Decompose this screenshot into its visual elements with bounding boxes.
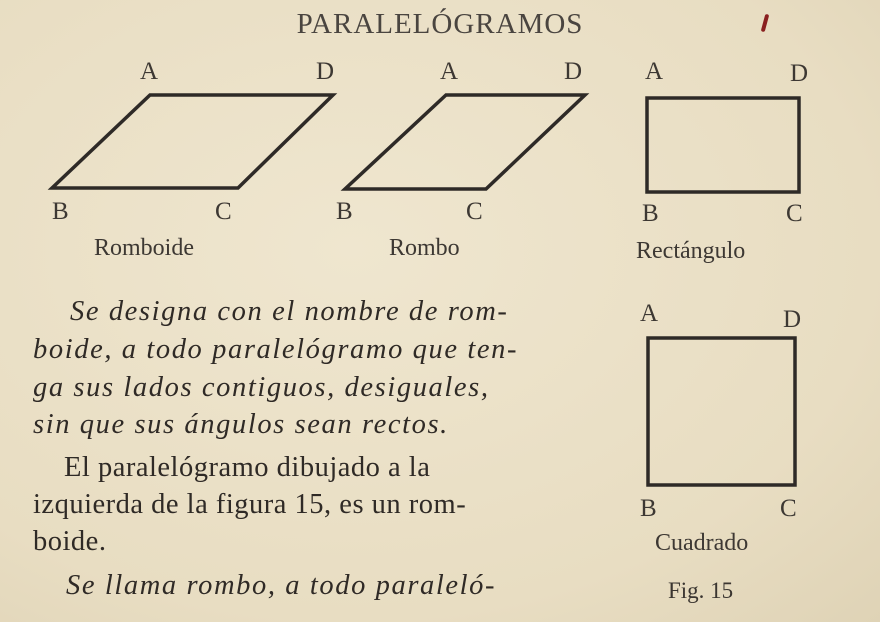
rectangulo-label: Rectángulo — [636, 238, 746, 264]
rectangulo-vertex-b: B — [642, 200, 659, 227]
text-line: izquierda de la figura 15, es un rom- — [33, 489, 467, 520]
cuadrado-vertex-c: C — [780, 495, 797, 522]
cuadrado-vertex-a: A — [640, 300, 659, 327]
romboide-vertex-c: C — [215, 198, 232, 225]
text-line: Se designa con el nombre de rom- — [70, 296, 509, 327]
romboide-vertex-d: D — [316, 58, 335, 85]
romboide-label: Romboide — [94, 235, 194, 261]
rombo-vertex-c: C — [466, 198, 483, 225]
rombo-vertex-d: D — [564, 58, 583, 85]
text-line: El paralelógramo dibujado a la — [64, 452, 431, 483]
figure-caption: Fig. 15 — [668, 578, 734, 603]
rombo-label: Rombo — [389, 235, 460, 261]
romboide-vertex-b: B — [52, 198, 69, 225]
rombo-vertex-a: A — [440, 58, 459, 85]
text-line: ga sus lados contiguos, desiguales, — [33, 372, 490, 403]
text-line: sin que sus ángulos sean rectos. — [33, 409, 449, 440]
text-line: boide, a todo paralelógramo que ten- — [33, 334, 519, 365]
rectangulo-vertex-c: C — [786, 200, 803, 227]
cuadrado-vertex-b: B — [640, 495, 657, 522]
cuadrado-label: Cuadrado — [655, 530, 749, 556]
rombo-shape — [345, 95, 585, 189]
page-title: PARALELÓGRAMOS — [296, 8, 584, 40]
cuadrado-shape — [648, 338, 795, 485]
cuadrado-vertex-d: D — [783, 306, 802, 333]
text-line: boide. — [33, 526, 107, 557]
rectangulo-vertex-d: D — [790, 60, 809, 87]
rombo-vertex-b: B — [336, 198, 353, 225]
romboide-vertex-a: A — [140, 58, 159, 85]
text-line: Se llama rombo, a todo paraleló- — [66, 570, 497, 601]
romboide-shape — [52, 95, 333, 188]
rectangulo-shape — [647, 98, 799, 192]
rectangulo-vertex-a: A — [645, 58, 664, 85]
